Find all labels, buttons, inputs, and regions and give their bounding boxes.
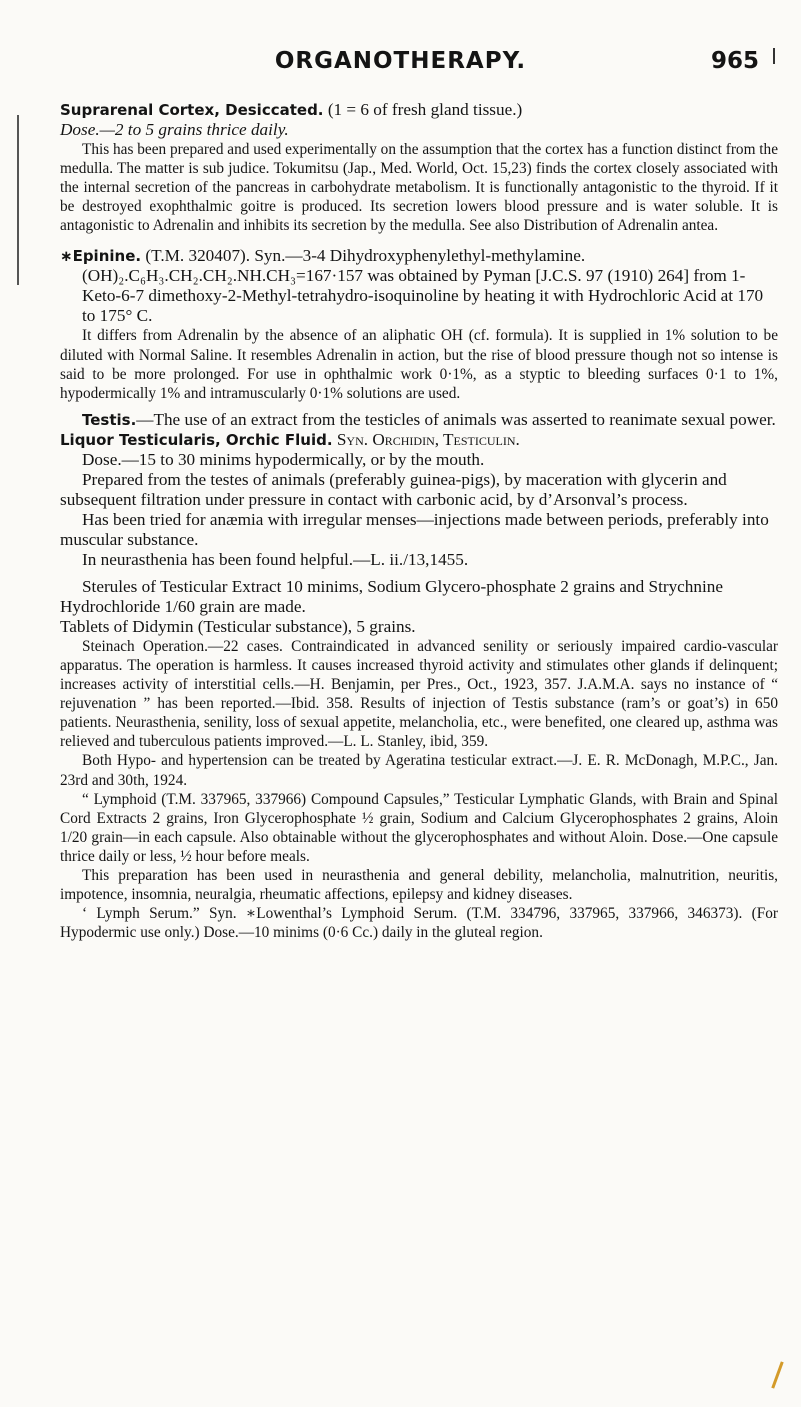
- steinach-paragraph: Steinach Operation.—22 cases. Contraindicated in advanced senility or seriously impaired cardio-vascular apparatus. The operation is harmless. It causes increased thyroid activity and stimulates other glands if delinquent; increases activity of interstitial cells.—H. Benjamin, per Pres., Oct., 1923, 357. J.A.M.A. says no instance of “ rejuvenation ” has been reported.—Ibid. 358. Results of injection of Testis substance (ram’s or goat’s) in 650 patients. Neurasthenia, senility, loss of sexual appetite, melancholia, etc., were benefited, one cleared up, asthma was relieved and tuberculous patients improved.—L. L. Stanley, ibid, 359.: [60, 637, 778, 751]
- liquor-title: Liquor Testicularis, Orchic Fluid.: [60, 430, 333, 449]
- margin-rule: [17, 115, 19, 285]
- sterules-entry: Sterules of Testicular Extract 10 minims, Sodium Glycero-phosphate 2 grains and Strychnine Hydrochloride 1/60 grain are made.: [60, 576, 723, 616]
- liquor-paragraph-3: In neurasthenia has been found helpful.—L. ii./13,1455.: [82, 549, 469, 569]
- page-number: 965: [710, 48, 759, 74]
- suprarenal-note: (1 = 6 of fresh gland tissue.): [327, 100, 523, 119]
- suprarenal-heading: [60, 100, 778, 120]
- liquor-paragraph-2: Has been tried for anæmia with irregular menses—injections made between periods, preferably into muscular substance.: [60, 509, 769, 549]
- hypertension-paragraph: Both Hypo- and hypertension can be treated by Ageratina testicular extract.—J. E. R. McDonagh, M.P.C., Jan. 23rd and 30th, 1924.: [60, 752, 778, 789]
- corner-mark: [773, 48, 789, 64]
- epinine-paragraph: It differs from Adrenalin by the absence of an aliphatic OH (cf. formula). It is supplied in 1% solution to be diluted with Normal Saline. It resembles Adrenalin in action, but the rise of blood pressure though not so intense is said to be more prolonged. For use in ophthalmic work 0·1%, as a styptic to bleeding surfaces 0·1 to 1%, hypodermically 1% and intramuscularly 0·1% solutions are used.: [60, 327, 778, 402]
- epinine-entry: [60, 246, 778, 326]
- testis-entry: [60, 410, 778, 430]
- suprarenal-paragraph: This has been prepared and used experimentally on the assumption that the cortex has a function distinct from the medulla. The matter is sub judice. Tokumitsu (Jap., Med. World, Oct. 15,23) finds the cortex closely associated with the internal secretion of the pancreas in carbohydrate metabolism. It is functionally antagonistic to the thyroid. If it be destroyed exophthalmic goitre is produced. Its secretion lowers blood pressure and is water soluble. It is antagonistic to Adrenalin and inhibits its secretion by the medulla. See also Distribution of Adrenalin antea.: [60, 141, 778, 235]
- text-column: [60, 100, 778, 942]
- tablets-entry: Tablets of Didymin (Testicular substance), 5 grains.: [60, 616, 416, 636]
- liquor-paragraph-1: Prepared from the testes of animals (preferably guinea-pigs), by maceration with glycerin and subsequent filtration under pressure in contact with carbonic acid, by d’Arsonval’s process.: [60, 469, 727, 509]
- suprarenal-dose: Dose.—2 to 5 grains thrice daily.: [60, 120, 289, 139]
- running-title: ORGANOTHERAPY.: [274, 48, 527, 74]
- testis-title: Testis.: [82, 410, 137, 429]
- lymphoid-uses-paragraph: This preparation has been used in neurasthenia and general debility, melancholia, malnutrition, neuritis, impotence, insomnia, neuralgia, rheumatic affections, epilepsy and kidney diseases.: [60, 866, 778, 904]
- liquor-heading: [60, 430, 778, 450]
- testis-text: —The use of an extract from the testicles of animals was asserted to reanimate sexual power.: [136, 409, 776, 429]
- epinine-title: ∗Epinine.: [60, 247, 142, 266]
- liquor-dose: Dose.—15 to 30 minims hypodermically, or by the mouth.: [82, 449, 485, 469]
- lymphoid-paragraph: “ Lymphoid (T.M. 337965, 337966) Compound Capsules,” Testicular Lymphatic Glands, with Brain and Spinal Cord Extracts 2 grains, Iron Glycerophosphate ½ grain, Sodium and Calcium Glycerophosphates 2 grains, Aloin 1/20 grain—in each capsule. Also obtainable without the glycerophosphates and without Aloin. Dose.—One capsule thrice daily or less, ½ hour before meals.: [60, 790, 778, 865]
- liquor-syn: Syn. Orchidin, Testiculin.: [336, 429, 520, 449]
- epinine-text: (T.M. 320407). Syn.—3-4 Dihydroxyphenylethyl-methylamine.(OH)₂.C₆H₃.CH₂.CH₂.NH.CH₃=167·157 was obtained by Pyman [J.C.S. 97 (1910) 264] from 1-Keto-6-7 dimethoxy-2-Methyl-tetrahydro-isoquinoline by heating it with Hydrochloric Acid at 170 to 175° C.: [82, 246, 764, 326]
- page-header: [0, 48, 801, 88]
- lymph-serum-paragraph: ‘ Lymph Serum.” Syn. ∗Lowenthal’s Lymphoid Serum. (T.M. 334796, 337965, 337966, 346373). (For Hypodermic use only.) Dose.—10 minims (0·6 Cc.) daily in the gluteal region.: [60, 905, 778, 942]
- page-edge-mark: [771, 1361, 783, 1388]
- suprarenal-title: Suprarenal Cortex, Desiccated.: [60, 101, 324, 119]
